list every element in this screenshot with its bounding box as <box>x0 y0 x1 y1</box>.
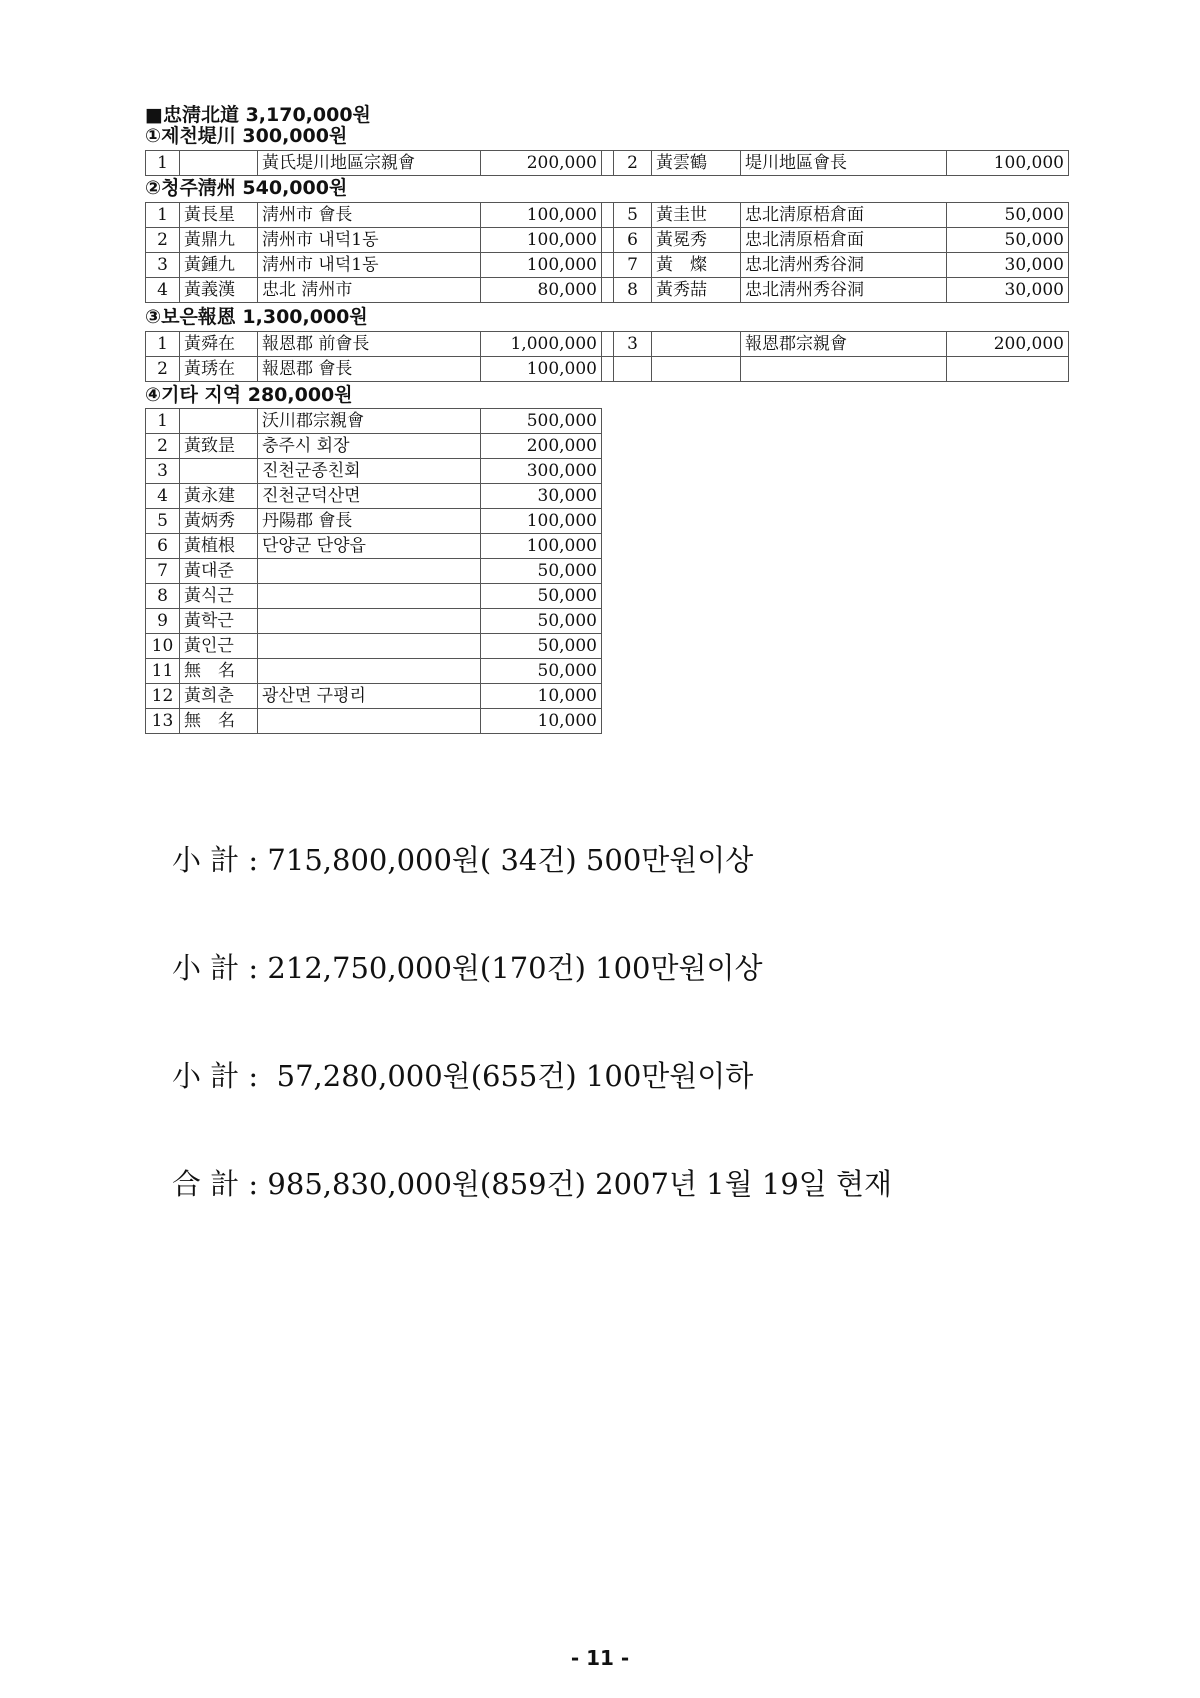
donor-name: 黃秀喆 <box>652 278 741 303</box>
donor-name: 黃永建 <box>180 484 258 509</box>
row-number: 13 <box>146 709 180 734</box>
row-number: 4 <box>146 278 180 303</box>
summary-totals <box>172 770 892 1274</box>
donation-amount: 50,000 <box>481 584 602 609</box>
donor-name: 黃致昰 <box>180 434 258 459</box>
table-row <box>146 659 602 684</box>
donation-amount: 1,000,000 <box>481 332 602 357</box>
donor-description: 報恩郡宗親會 <box>741 332 947 357</box>
table-row <box>146 484 602 509</box>
donor-description: 忠北 淸州市 <box>258 278 481 303</box>
table-row <box>146 534 602 559</box>
table-boeun <box>145 331 1069 382</box>
donation-amount: 50,000 <box>481 609 602 634</box>
donor-description: 광산면 구평리 <box>258 684 481 709</box>
table-row <box>146 332 1069 357</box>
column-gap <box>602 253 614 278</box>
row-number: 4 <box>146 484 180 509</box>
table-row <box>146 684 602 709</box>
donor-name: 黃植根 <box>180 534 258 559</box>
grand-total-line: 合 計 : 985,830,000원(859건) 2007년 1월 19일 현재 <box>172 1167 893 1201</box>
donor-name <box>180 409 258 434</box>
row-number: 7 <box>146 559 180 584</box>
table-row <box>146 509 602 534</box>
donor-name: 黃학근 <box>180 609 258 634</box>
donor-description: 淸州市 내덕1동 <box>258 228 481 253</box>
row-number: 10 <box>146 634 180 659</box>
donor-name: 黃炳秀 <box>180 509 258 534</box>
donor-description <box>741 357 947 382</box>
row-number: 8 <box>614 278 652 303</box>
table-row <box>146 459 602 484</box>
table-row <box>146 584 602 609</box>
donor-name <box>652 332 741 357</box>
donor-name: 黃대준 <box>180 559 258 584</box>
donation-amount: 30,000 <box>947 253 1069 278</box>
row-number: 11 <box>146 659 180 684</box>
donor-description: 堤川地區會長 <box>741 151 947 176</box>
donor-description: 단양군 단양읍 <box>258 534 481 559</box>
row-number: 2 <box>146 434 180 459</box>
donation-amount: 30,000 <box>481 484 602 509</box>
row-number: 6 <box>146 534 180 559</box>
donor-description: 忠北淸原梧倉面 <box>741 228 947 253</box>
row-number: 3 <box>146 253 180 278</box>
donor-description <box>258 559 481 584</box>
province-heading: ■忠淸北道 3,170,000원 <box>145 104 371 126</box>
donor-description <box>258 609 481 634</box>
table-row <box>146 278 1069 303</box>
row-number: 6 <box>614 228 652 253</box>
donor-name: 黃圭世 <box>652 203 741 228</box>
donation-amount: 100,000 <box>481 509 602 534</box>
donor-name: 黃인근 <box>180 634 258 659</box>
donation-amount: 100,000 <box>947 151 1069 176</box>
row-number: 2 <box>614 151 652 176</box>
subtotal-line: 小 計 : 212,750,000원(170건) 100만원이상 <box>172 951 763 985</box>
donor-name: 黃義漢 <box>180 278 258 303</box>
donation-amount: 10,000 <box>481 709 602 734</box>
donor-name: 無 名 <box>180 659 258 684</box>
donor-name: 黃舜在 <box>180 332 258 357</box>
column-gap <box>602 203 614 228</box>
section-heading-jecheon: ①제천堤川 300,000원 <box>145 125 348 147</box>
donation-amount: 10,000 <box>481 684 602 709</box>
donor-description <box>258 584 481 609</box>
row-number: 3 <box>146 459 180 484</box>
row-number: 1 <box>146 409 180 434</box>
donor-name <box>180 151 258 176</box>
table-row <box>146 609 602 634</box>
donor-description <box>258 634 481 659</box>
donation-amount: 30,000 <box>947 278 1069 303</box>
table-row <box>146 203 1069 228</box>
donation-amount: 300,000 <box>481 459 602 484</box>
donation-amount: 200,000 <box>947 332 1069 357</box>
donor-description: 진천군종친회 <box>258 459 481 484</box>
page-number: - 11 - <box>570 1646 630 1670</box>
donor-name: 黃鍾九 <box>180 253 258 278</box>
table-row <box>146 357 1069 382</box>
row-number: 1 <box>146 151 180 176</box>
table-row <box>146 709 602 734</box>
donor-name: 黃식근 <box>180 584 258 609</box>
donor-description: 黃氏堤川地區宗親會 <box>258 151 481 176</box>
donor-name <box>652 357 741 382</box>
row-number: 5 <box>146 509 180 534</box>
donor-description: 淸州市 내덕1동 <box>258 253 481 278</box>
subtotal-line: 小 計 : 57,280,000원(655건) 100만원이하 <box>172 1059 754 1093</box>
donor-name: 黃鼎九 <box>180 228 258 253</box>
donation-amount: 200,000 <box>481 434 602 459</box>
section-heading-cheongju: ②청주淸州 540,000원 <box>145 177 348 199</box>
donor-description: 丹陽郡 會長 <box>258 509 481 534</box>
column-gap <box>602 228 614 253</box>
table-row <box>146 559 602 584</box>
row-number: 2 <box>146 228 180 253</box>
donation-amount: 50,000 <box>947 228 1069 253</box>
donation-amount: 200,000 <box>481 151 602 176</box>
donor-description: 진천군덕산면 <box>258 484 481 509</box>
subtotal-line: 小 計 : 715,800,000원( 34건) 500만원이상 <box>172 843 754 877</box>
donation-amount: 100,000 <box>481 253 602 278</box>
donor-description: 忠北淸原梧倉面 <box>741 203 947 228</box>
donor-description: 충주시 회장 <box>258 434 481 459</box>
donor-description <box>258 659 481 684</box>
table-row <box>146 151 1069 176</box>
column-gap <box>602 332 614 357</box>
row-number: 3 <box>614 332 652 357</box>
table-row <box>146 253 1069 278</box>
donor-description: 忠北淸州秀谷洞 <box>741 253 947 278</box>
donor-description: 沃川郡宗親會 <box>258 409 481 434</box>
donation-amount: 50,000 <box>481 634 602 659</box>
table-jecheon <box>145 150 1069 176</box>
section-heading-boeun: ③보은報恩 1,300,000원 <box>145 306 368 328</box>
donor-name: 無 名 <box>180 709 258 734</box>
donor-name: 黃희춘 <box>180 684 258 709</box>
donation-amount: 80,000 <box>481 278 602 303</box>
donor-name: 黃冕秀 <box>652 228 741 253</box>
row-number: 7 <box>614 253 652 278</box>
donor-description: 報恩郡 會長 <box>258 357 481 382</box>
donor-description <box>258 709 481 734</box>
donation-amount: 100,000 <box>481 534 602 559</box>
donor-description: 忠北淸州秀谷洞 <box>741 278 947 303</box>
section-heading-other: ④기타 지역 280,000원 <box>145 384 353 406</box>
table-row <box>146 409 602 434</box>
table-cheongju <box>145 202 1069 303</box>
donation-amount <box>947 357 1069 382</box>
table-row <box>146 634 602 659</box>
donor-name: 黃 燦 <box>652 253 741 278</box>
donation-amount: 50,000 <box>481 659 602 684</box>
donor-description: 淸州市 會長 <box>258 203 481 228</box>
column-gap <box>602 357 614 382</box>
donation-amount: 100,000 <box>481 228 602 253</box>
row-number: 2 <box>146 357 180 382</box>
row-number: 5 <box>614 203 652 228</box>
row-number: 8 <box>146 584 180 609</box>
row-number: 1 <box>146 203 180 228</box>
table-other <box>145 408 602 734</box>
donation-amount: 100,000 <box>481 357 602 382</box>
donor-name: 黃長星 <box>180 203 258 228</box>
donor-name <box>180 459 258 484</box>
donor-name: 黃琇在 <box>180 357 258 382</box>
row-number: 12 <box>146 684 180 709</box>
row-number <box>614 357 652 382</box>
donation-amount: 50,000 <box>481 559 602 584</box>
column-gap <box>602 278 614 303</box>
donation-amount: 50,000 <box>947 203 1069 228</box>
column-gap <box>602 151 614 176</box>
row-number: 1 <box>146 332 180 357</box>
table-row <box>146 228 1069 253</box>
donation-amount: 100,000 <box>481 203 602 228</box>
row-number: 9 <box>146 609 180 634</box>
donor-name: 黃雲鶴 <box>652 151 741 176</box>
donation-amount: 500,000 <box>481 409 602 434</box>
table-row <box>146 434 602 459</box>
donor-description: 報恩郡 前會長 <box>258 332 481 357</box>
